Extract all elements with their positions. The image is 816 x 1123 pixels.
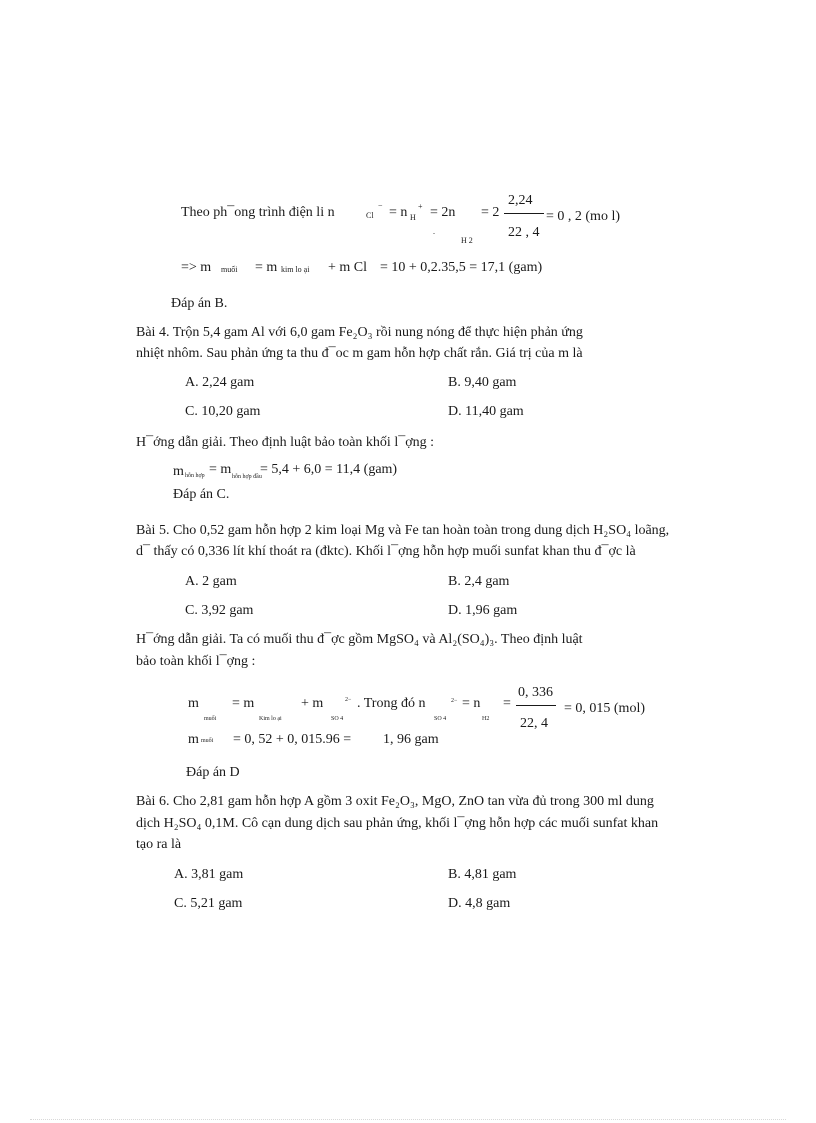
kimloai-subscript: kim lo ại (281, 265, 310, 274)
problem-4-guide: H¯ớng dẫn giải. Theo định luật bảo toàn khối l¯ợng : (136, 435, 435, 450)
cl-superscript: − (378, 201, 383, 210)
problem-4-mass-value: = 5,4 + 6,0 = 11,4 (gam) (260, 462, 398, 477)
problem-4-m: m (173, 464, 184, 479)
formula-sub-kimloai: Kim lo ại (259, 716, 282, 722)
formula-equals-n: = n (462, 696, 481, 711)
equation-lead-text: Theo ph¯ong trình điện li n (181, 205, 335, 220)
h2-subscript: H 2 (461, 236, 473, 245)
problem-6-line-1: Bài 6. Cho 2,81 gam hỗn hợp A gồm 3 oxit Fe₂O₃, MgO, ZnO tan vừa đủ trong 300 ml dung (136, 794, 654, 809)
fraction-numerator: 2,24 (508, 193, 533, 208)
formula2-result: 1, 96 gam (383, 732, 439, 747)
formula-sup-2minus: 2− (345, 697, 352, 703)
problem-5-line-2: d¯ thấy có 0,336 lít khí thoát ra (đktc). Khối l¯ợng hỗn hợp muối sunfat khan thu đ¯ợc là (136, 544, 636, 559)
problem-4-answer: Đáp án C. (173, 487, 230, 502)
cl-subscript: Cl (366, 211, 374, 220)
formula-equals-m: = m (232, 696, 255, 711)
problem-6-option-c: C. 5,21 gam (174, 896, 243, 911)
problem-6-option-b: B. 4,81 gam (448, 867, 517, 882)
dot-mark: . (433, 227, 435, 236)
formula2-sub-muoi: muối (201, 738, 214, 744)
problem-5-option-a: A. 2 gam (185, 574, 237, 589)
problem-4-option-d: D. 11,40 gam (448, 404, 524, 419)
problem-5-option-d: D. 1,96 gam (448, 603, 518, 618)
problem-4-option-a: A. 2,24 gam (185, 375, 255, 390)
formula2-value: = 0, 52 + 0, 015.96 = (233, 732, 352, 747)
fraction-bar (504, 213, 544, 214)
problem-4-option-c: C. 10,20 gam (185, 404, 261, 419)
equals-m: = m (255, 260, 278, 275)
formula-trong-do: . Trong đó n (357, 696, 426, 711)
problem-6-line-3: tạo ra là (136, 837, 182, 852)
formula-fraction-bar (516, 705, 556, 706)
problem-6-option-d: D. 4,8 gam (448, 896, 511, 911)
formula-sub-so4: SO 4 (331, 716, 344, 722)
problem-5-option-c: C. 3,92 gam (185, 603, 254, 618)
equals-2n: = 2n (430, 205, 456, 220)
formula-result: = 0, 015 (mol) (564, 701, 645, 716)
formula-m: m (188, 696, 199, 711)
problem-4-line-1: Bài 4. Trộn 5,4 gam Al với 6,0 gam Fe₂O₃ rồi nung nóng để thực hiện phản ứng (136, 325, 583, 340)
formula-numerator: 0, 336 (518, 685, 553, 700)
fraction-denominator: 22 , 4 (508, 225, 540, 240)
problem-4-m-subscript: hỗn hợp (185, 473, 205, 479)
problem-5-guide-1: H¯ớng dẫn giải. Ta có muối thu đ¯ợc gồm MgSO₄ và Al₂(SO₄)₃. Theo định luật (136, 632, 583, 647)
problem-5-guide-2: bảo toàn khối l¯ợng : (136, 654, 256, 669)
problem-6-option-a: A. 3,81 gam (174, 867, 244, 882)
problem-6-line-2: dịch H₂SO₄ 0,1M. Cô cạn dung dịch sau phản ứng, khối l¯ợng hỗn hợp các muối sunfat khan (136, 816, 659, 831)
formula-denominator: 22, 4 (520, 716, 548, 731)
problem-5-answer: Đáp án D (186, 765, 240, 780)
problem-4-m-subscript-2: hỗn hợp đầu (232, 474, 262, 480)
equals-2: = 2 (481, 205, 500, 220)
h-superscript: + (418, 202, 423, 211)
formula-sup-2minus-b: 2− (451, 698, 458, 704)
muoi-subscript: muối (221, 265, 238, 274)
page-bottom-divider (30, 1119, 786, 1120)
equation-value: = 10 + 0,2.35,5 = 17,1 (gam) (380, 260, 543, 275)
formula-sub-muoi: muối (204, 716, 217, 722)
problem-4-line-2: nhiệt nhôm. Sau phản ứng ta thu đ¯oc m gam hỗn hợp chất rắn. Giá trị của m là (136, 346, 583, 361)
formula-plus-m: + m (301, 696, 324, 711)
plus-m-cl: + m Cl (328, 260, 368, 275)
h-subscript: H (410, 213, 416, 222)
problem-4-m-equals: = m (209, 462, 232, 477)
formula-sub-so4-b: SO 4 (434, 716, 447, 722)
formula-equals: = (503, 696, 511, 711)
arrow-m: => m (181, 260, 212, 275)
previous-answer: Đáp án B. (171, 296, 228, 311)
formula2-m: m (188, 732, 199, 747)
problem-4-option-b: B. 9,40 gam (448, 375, 517, 390)
problem-5-option-b: B. 2,4 gam (448, 574, 510, 589)
equation-result: = 0 , 2 (mo l) (546, 209, 620, 224)
formula-sub-h2: H2 (482, 716, 490, 722)
problem-5-line-1: Bài 5. Cho 0,52 gam hỗn hợp 2 kim loại Mg và Fe tan hoàn toàn trong dung dịch H₂SO₄ loãng, (136, 523, 670, 538)
equals-nh: = n (389, 205, 408, 220)
